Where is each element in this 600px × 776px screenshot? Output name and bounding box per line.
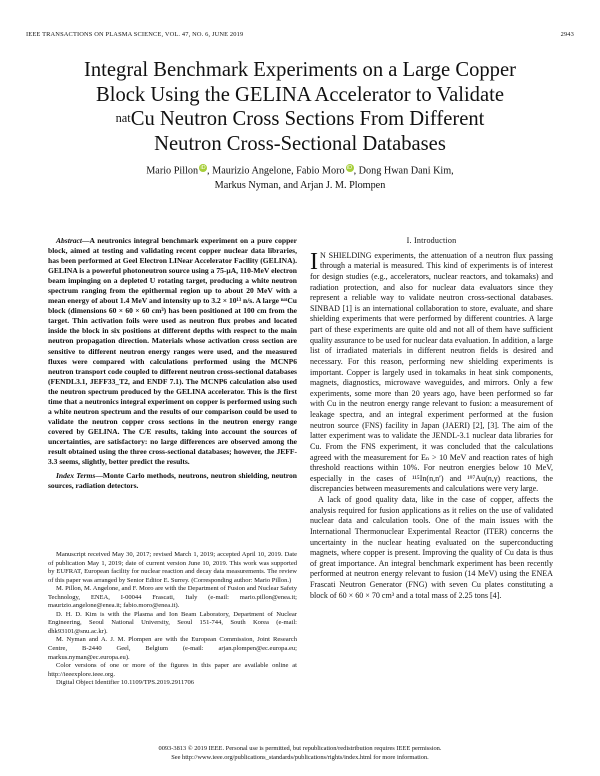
- footnote: M. Pillon, M. Angelone, and F. Moro are with the Department of Fusion and Nuclear Safety Technology, ENEA, I-00044 Frascati, Italy (e-mail: mario.pillon@enea.it; maurizio.angelone@enea.it; fabio.moro@enea.it).: [48, 585, 297, 610]
- author-pillon: Mario Pillon: [146, 165, 199, 177]
- footnote: Color versions of one or more of the figures in this paper are available online at http://ieeexplore.ieee.org.: [48, 662, 297, 678]
- orcid-icon[interactable]: iD: [346, 165, 353, 171]
- running-header: [26, 31, 574, 41]
- index-terms-text: —Monte Carlo methods, neutrons, neutron shielding, neutron sources, radiation detectors.: [48, 471, 297, 491]
- paper-title: [20, 58, 580, 156]
- authors-line-1: [40, 164, 560, 179]
- journal-header: IEEE TRANSACTIONS ON PLASMA SCIENCE, VOL. 47, NO. 6, JUNE 2019: [26, 31, 244, 38]
- authors-line-2: Markus Nyman, and Arjan J. M. Plompen: [214, 179, 386, 191]
- copyright-footer: [26, 744, 574, 762]
- title-nat-superscript: nat: [115, 111, 131, 125]
- copyright-line: 0093-3813 © 2019 IEEE. Personal use is permitted, but republication/redistribution requires IEEE permission.: [158, 745, 442, 752]
- drop-cap: I: [310, 248, 318, 275]
- authors-middle: , Maurizio Angelone, Fabio Moro: [207, 165, 345, 177]
- orcid-icon[interactable]: iD: [200, 165, 206, 171]
- intro-paragraph-2: A lack of good quality data, like in the case of copper, affects the analysis required for fusion applications as it relies on the use of validated nuclear data and calculation tools. One of the main issues with the International Thermonuclear Experimental Reactor (ITER) concerns the uncertainty in the nuclear heating evaluated on the superconducting magnets, where copper is present. Improving the quality of Cu data is thus of great importance. An integral benchmark experiment has been recently performed at neutron energy relevant to fusion (14 MeV) using the ENEA Frascati Neutron Generator (FNG) with seven Cu plates constituting a block of 60 × 60 × 70 cm³ and a total mass of 2.25 tons [4].: [310, 495, 553, 600]
- footnote: Manuscript received May 30, 2017; revised March 1, 2019; accepted April 10, 2019. Date of publication May 1, 2019; date of current version June 10, 2019. This work was supported by EUFRAT, European facility for nuclear reaction and decay data measurements. The review of this paper was arranged by Senior Editor E. Surrey. (Corresponding author: Mario Pillon.): [48, 551, 297, 584]
- rights-link-line: See http://www.ieee.org/publications_standards/publications/rights/index.html for more information.: [171, 754, 429, 761]
- intro-paragraph-1: [310, 248, 553, 495]
- footnote: M. Nyman and A. J. M. Plompen are with the European Commission, Joint Research Centre, B-2440 Geel, Belgium (e-mail: arjan.plompen@ec.europa.eu; markus.nyman@ec.europa.eu).: [48, 636, 297, 661]
- title-line-1: Integral Benchmark Experiments on a Large Copper: [84, 59, 516, 81]
- index-terms-label: Index Terms: [56, 471, 96, 481]
- abstract: [48, 236, 297, 467]
- right-column: [310, 236, 553, 601]
- title-line-3-text: Cu Neutron Cross Sections From Different: [130, 108, 485, 130]
- page-number: 2943: [560, 31, 574, 38]
- footnote: Digital Object Identifier 10.1109/TPS.2019.2911706: [56, 679, 195, 687]
- section-heading: I. Introduction: [406, 236, 457, 245]
- title-line-3: [20, 107, 580, 132]
- intro-paragraph-1-text: N SHIELDING experiments, the attenuation of a neutron flux passing through a material is measured. This kind of experiments is of interest for design studies (e.g., accelerators, nuclear reactors, and tokamaks) and radiation protection, and also for nuclear data evaluators since they represent a reliable way to validate neutron cross-sectional databases. SINBAD [1] is an international collaboration to store, evaluate, and share shielding experiments that were performed by different countries. A large part of these experiments are quite old and not all of them have sufficient quality assurance to be used for nuclear data evaluation. In addition, a large list of irradiated materials in different neutron fields is desired and necessary. For this reason, performing new shielding experiments is important. Copper is largely used in tokamaks in heat sink components, magnets, diagnostics, microwave waveguides, and mirrors. Only a few experiments, some more than 20 years ago, have been performed so far with Cu in the neutron energy range relevant to fusion: a measurement of leakage spectra, and an integral experiment performed at the fusion neutron source (FNS) facility in Japan (JAERI) [2], [3]. The aim of the latter experiment was to validate the JENDL-3.1 nuclear data libraries for Cu. From the FNS experiment, it was concluded that the calculations agreed with the measurement for Eₙ > 10 MeV and reaction rates of high threshold reactions within 10%. For neutron energies below 10 MeV, especially in the cases of ¹¹⁵In(n,n′) and ¹⁹⁷Au(n,γ) reactions, the discrepancies between measurements and calculations were very large.: [310, 250, 553, 494]
- index-terms: [48, 471, 297, 491]
- footnotes: [48, 551, 297, 688]
- abstract-text: —A neutronics integral benchmark experiment on a pure copper block, aimed at testing and validating recent copper nuclear data libraries, has been performed at Geel Electron LINear Accelerator Facility (GELINA). GELINA is a powerful photoneutron source using a 75-μA, 110-MeV electron beam impinging on a depleted U rotating target, producing a white neutron spectrum ranging from the epithermal region up to about 20 MeV with a mean energy of about 1.4 MeV and intensity up to 3.2 × 10¹³ n/s. A large ⁿᵃᵗCu block (dimensions 60 × 60 × 60 cm³) has been positioned at 100 cm from the target. Thin activation foils were used as neutron flux probes and located inside the block in six positions at different depths with respect to the main neutron propagation direction. Materials whose activation cross section are sensitive to different neutron energy ranges were used, and the measured fluxes were compared with calculations performed using the MCNP6 neutron transport code coupled to different neutron cross-sectional databases (FENDL3.1, JEFF33_T2, and ENDF 7.1). The MCNP6 calculation also used the neutron spectrum produced by the GELINA accelerator. This is the first time that a neutronics integral experiment on copper is performed using such a white neutron spectrum and the results of our comparison could be used to validate the neutron copper cross sections in the neutron energy range covered by GELINA. The C/E results, taking into account the sources of uncertainties, are satisfactory: no large differences are observed among the result obtained using the three cross-sectional databases; however, the JEFF-3.3 seems, slightly, better predict the results.: [48, 236, 297, 467]
- title-line-4: Neutron Cross-Sectional Databases: [154, 132, 446, 155]
- authors-end: , Dong Hwan Dani Kim,: [353, 165, 454, 177]
- title-line-2: Block Using the GELINA Accelerator to Validate: [96, 83, 504, 106]
- abstract-label: Abstract: [56, 236, 82, 245]
- left-column: [48, 236, 297, 491]
- footnote: D. H. D. Kim is with the Plasma and Ion Beam Laboratory, Department of Nuclear Engineering, Seoul National University, Seoul 151-744, South Korea (e-mail: dhk93101@snu.ac.kr).: [48, 610, 297, 635]
- author-list: [40, 164, 560, 193]
